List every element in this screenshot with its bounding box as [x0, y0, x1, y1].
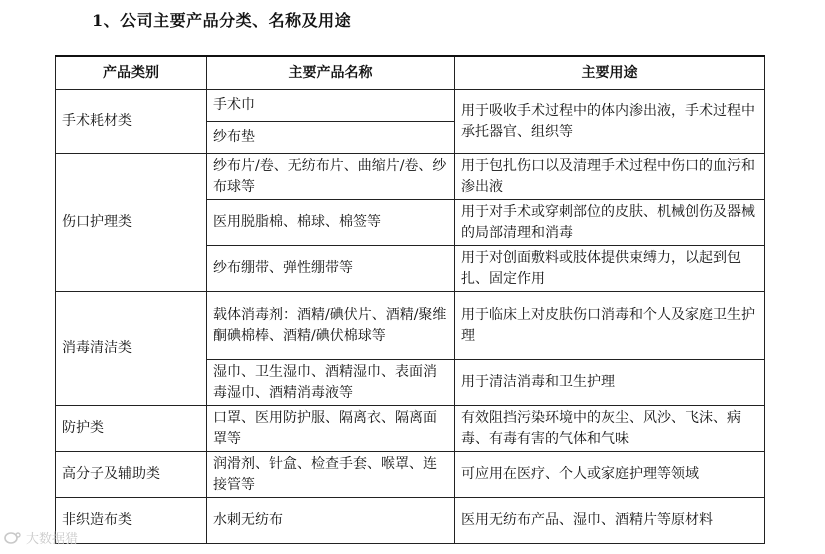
watermark-text: 大数据猎 — [26, 532, 79, 547]
usage-cell: 用于对手术或穿刺部位的皮肤、机械创伤及器械的局部清理和消毒 — [455, 200, 765, 246]
table-row — [56, 292, 765, 360]
table-row — [56, 498, 765, 544]
product-table — [55, 55, 765, 544]
product-cell: 手术巾 — [207, 90, 455, 122]
usage-cell: 医用无纺布产品、湿巾、酒精片等原材料 — [455, 498, 765, 544]
product-cell: 口罩、医用防护服、隔离衣、隔离面罩等 — [207, 406, 455, 452]
table-row — [56, 90, 765, 122]
usage-cell: 用于吸收手术过程中的体内渗出液，手术过程中承托器官、组织等 — [455, 90, 765, 154]
usage-cell: 用于临床上对皮肤伤口消毒和个人及家庭卫生护理 — [455, 292, 765, 360]
category-cell: 伤口护理类 — [56, 154, 207, 292]
product-cell: 纱布垫 — [207, 122, 455, 154]
category-cell: 手术耗材类 — [56, 90, 207, 154]
usage-cell: 用于包扎伤口以及清理手术过程中伤口的血污和渗出液 — [455, 154, 765, 200]
section-heading: 1、公司主要产品分类、名称及用途 — [92, 11, 352, 30]
table-header-row — [56, 56, 765, 90]
product-cell: 水刺无纺布 — [207, 498, 455, 544]
product-cell: 纱布片/卷、无纺布片、曲缩片/卷、纱布球等 — [207, 154, 455, 200]
table-row — [56, 406, 765, 452]
product-cell: 润滑剂、针盒、检查手套、喉罩、连接管等 — [207, 452, 455, 498]
table-row — [56, 154, 765, 200]
header-usage: 主要用途 — [455, 56, 765, 90]
category-cell: 消毒清洁类 — [56, 292, 207, 406]
usage-cell: 可应用在医疗、个人或家庭护理等领域 — [455, 452, 765, 498]
product-cell: 纱布绷带、弹性绷带等 — [207, 246, 455, 292]
usage-cell: 用于对创面敷料或肢体提供束缚力，以起到包扎、固定作用 — [455, 246, 765, 292]
product-cell: 湿巾、卫生湿巾、酒精湿巾、表面消毒湿巾、酒精消毒液等 — [207, 360, 455, 406]
category-cell: 非织造布类 — [56, 498, 207, 544]
usage-cell: 用于清洁消毒和卫生护理 — [455, 360, 765, 406]
category-cell: 防护类 — [56, 406, 207, 452]
category-cell: 高分子及辅助类 — [56, 452, 207, 498]
header-product: 主要产品名称 — [207, 56, 455, 90]
product-cell: 载体消毒剂：酒精/碘伏片、酒精/聚维酮碘棉棒、酒精/碘伏棉球等 — [207, 292, 455, 360]
product-cell: 医用脱脂棉、棉球、棉签等 — [207, 200, 455, 246]
table-row — [56, 452, 765, 498]
watermark — [4, 528, 78, 547]
watermark-logo-icon — [4, 531, 22, 545]
usage-cell: 有效阻挡污染环境中的灰尘、风沙、飞沫、病毒、有毒有害的气体和气味 — [455, 406, 765, 452]
header-category: 产品类别 — [56, 56, 207, 90]
